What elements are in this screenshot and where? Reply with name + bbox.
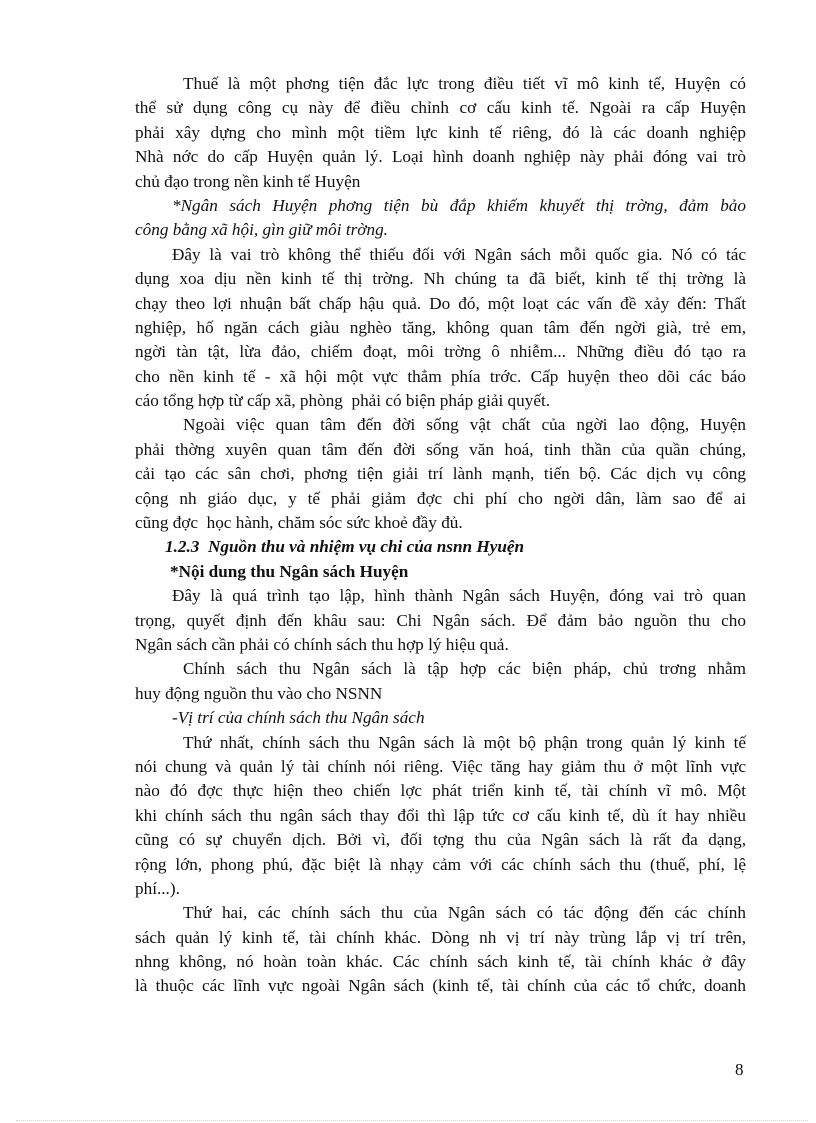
line-text: cộng nh giáo dục, y tế phải giảm đợc chi phí cho ngời dân, làm sao để ai [135,488,746,508]
line-text: Nhà nớc do cấp Huyện quản lý. Loại hình doanh nghiệp này phải đóng vai trò [135,147,746,167]
line-text: cáo tổng hợp từ cấp xã, phòng phải có biện pháp giải quyết. [135,391,551,411]
text-line [135,72,746,96]
text-line [135,145,746,169]
text-line [135,950,746,974]
text-line [135,413,746,437]
text-line [135,365,746,389]
line-text: phải thờng xuyên quan tâm đến đời sống văn hoá, tinh thần của quần chúng, [135,439,746,459]
text-line [135,633,746,657]
line-text: Chính sách thu Ngân sách là tập hợp các biện pháp, chủ trơng nhằm [183,659,746,679]
line-text: dụng xoa dịu nền kinh tế thị trờng. Nh chúng ta đã biết, kinh tế thị trờng là [135,269,746,289]
text-line [135,389,746,413]
line-text: rộng lớn, phong phú, đặc biệt là nhạy cảm với các chính sách thu (thuế, phí, lệ [135,854,746,874]
text-line [135,926,746,950]
text-line [135,462,746,486]
page-bottom-divider [16,1120,808,1121]
text-line [135,682,746,706]
line-text: Ngoài việc quan tâm đến đời sống vật chất của ngời lao động, Huyện [183,415,746,435]
line-text: -Vị trí của chính sách thu Ngân sách [172,708,425,728]
line-text: sách quản lý kinh tế, tài chính khác. Dòng nh vị trí này trùng lắp vị trí trên, [135,927,746,947]
text-line [135,121,746,145]
text-line [135,877,746,901]
line-text: cũng có sự chuyển dịch. Bởi vì, đối tợng thu của Ngân sách là rất đa dạng, [135,830,746,850]
text-line [135,96,746,120]
text-line [135,901,746,925]
text-line [135,292,746,316]
text-line [135,170,746,194]
line-text: là thuộc các lĩnh vực ngoài Ngân sách (kinh tế, tài chính của các tổ chức, doanh [135,976,746,996]
document-page [135,72,746,999]
text-line [135,779,746,803]
line-text: Thuế là một phơng tiện đắc lực trong điều tiết vĩ mô kinh tế, Huyện có [183,74,746,93]
line-text: nào đó đợc thực hiện theo chiến lợc phát triển kinh tế, tài chính vĩ mô. Một [135,781,746,801]
line-text: nhng không, nó hoàn toàn khác. Các chính sách kinh tế, tài chính khác ở đây [135,952,746,972]
line-text: chủ đạo trong nền kinh tế Huyện [135,171,361,191]
text-line [135,828,746,852]
text-line [135,755,746,779]
italic-text-line [135,194,746,218]
subsection-heading [135,560,746,584]
line-text: ngời tàn tật, lừa đảo, chiếm đoạt, môi trờng ô nhiễm... Những điều đó tạo ra [135,342,746,362]
text-line [135,853,746,877]
section-heading [135,535,746,559]
text-line [135,487,746,511]
line-text: cũng đợc học hành, chăm sóc sức khoẻ đầy đủ. [135,513,463,533]
line-text: huy động nguồn thu vào cho NSNN [135,683,383,703]
line-text: 1.2.3 Nguồn thu và nhiệm vụ chi của nsnn Hyuện [165,537,525,557]
line-text: phải xây dựng cho mình một tiềm lực kinh tế riêng, đó là các doanh nghiệp [135,122,746,142]
text-line [135,267,746,291]
text-line [135,609,746,633]
text-line [135,511,746,535]
line-text: Đây là quá trình tạo lập, hình thành Ngân sách Huyện, đóng vai trò quan [172,586,746,606]
italic-text-line [135,706,746,730]
line-text: *Ngân sách Huyện phơng tiện bù đắp khiếm khuyết thị trờng, đảm bảo [172,195,746,215]
text-line [135,243,746,267]
line-text: nghiệp, hố ngăn cách giàu nghèo tăng, không quan tâm đến ngời già, trẻ em, [135,317,746,337]
text-line [135,731,746,755]
line-text: Đây là vai trò không thể thiếu đối với Ngân sách mỗi quốc gia. Nó có tác [172,244,746,264]
line-text: phí...). [135,878,180,898]
page-number: 8 [735,1060,744,1079]
text-line [135,584,746,608]
line-text: khi chính sách thu ngân sách thay đổi thì lập tức cơ cấu kinh tế, dù ít hay nhiều [135,805,746,825]
line-text: thể sử dụng công cụ này để điều chỉnh cơ cấu kinh tế. Ngoài ra cấp Huyện [135,98,746,118]
line-text: Thứ hai, các chính sách thu của Ngân sách có tác động đến các chính [183,903,746,923]
line-text: chạy theo lợi nhuận bất chấp hậu quả. Do đó, một loạt các vấn đề xảy đến: Thất [135,293,746,313]
text-line [135,340,746,364]
line-text: nói chung và quản lý tài chính nói riêng. Việc tăng hay giảm thu ở một lĩnh vực [135,756,746,776]
line-text: trọng, quyết định đến khâu sau: Chi Ngân sách. Để đảm bảo nguồn thu cho [135,610,746,630]
text-line [135,804,746,828]
text-line [135,657,746,681]
text-line [135,974,746,998]
line-text: cải tạo các sân chơi, phơng tiện giải trí lành mạnh, tiến bộ. Các dịch vụ công [135,464,746,484]
line-text: *Nội dung thu Ngân sách Huyện [170,561,409,581]
line-text: công bằng xã hội, gìn giữ môi trờng. [135,220,388,240]
text-line [135,438,746,462]
line-text: cho nền kinh tế - xã hội một vực thẳm phía trớc. Cấp huyện theo dõi các báo [135,366,746,386]
text-line [135,316,746,340]
line-text: Thứ nhất, chính sách thu Ngân sách là một bộ phận trong quản lý kinh tế [183,732,746,752]
line-text: Ngân sách cần phải có chính sách thu hợp lý hiệu quả. [135,634,509,654]
italic-text-line [135,218,746,242]
